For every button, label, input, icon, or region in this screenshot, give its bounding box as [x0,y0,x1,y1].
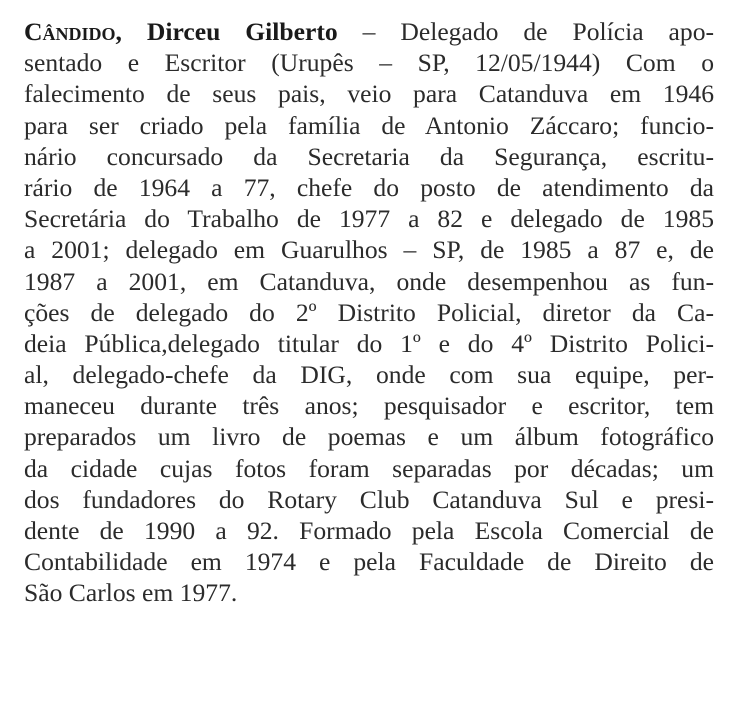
entry-line: dente de 1990 a 92. Formado pela Escola Comercial de [24,516,714,545]
entry-line [24,16,714,47]
entry-line: da cidade cujas fotos foram separadas por décadas; um [24,453,714,483]
entry-line: dos fundadores do Rotary Club Catanduva Sul e presi- [24,484,714,514]
entry-line: 1987 a 2001, em Catanduva, onde desempenhou as fun- [24,266,714,296]
entry-line: São Carlos em 1977. [24,578,238,608]
entry-line: maneceu durante três anos; pesquisador e escritor, tem [24,391,714,421]
entry-line-text: – Delegado de Polícia apo- [337,17,715,46]
entry-name: Cândido, Dirceu Gilberto [24,17,338,46]
entry-line: preparados um livro de poemas e um álbum fotográfico [24,422,714,452]
entry-line: deia Pública,delegado titular do 1º e do 4º Distrito Polici- [24,328,714,358]
entry-line: Contabilidade em 1974 e pela Faculdade de Direito de [24,547,714,577]
entry-line: a 2001; delegado em Guarulhos – SP, de 1985 a 87 e, de [24,235,714,265]
biographical-entry [24,16,714,609]
entry-line: Secretária do Trabalho de 1977 a 82 e delegado de 1985 [24,204,714,234]
entry-line: rário de 1964 a 77, chefe do posto de atendimento da [24,172,714,202]
entry-line: para ser criado pela família de Antonio Záccaro; funcio- [24,110,714,140]
entry-given-names: Dirceu Gilberto [146,17,338,46]
entry-line: ções de delegado do 2º Distrito Policial, diretor da Ca- [24,297,714,327]
entry-line: nário concursado da Secretaria da Segurança, escritu- [24,141,714,171]
entry-line: sentado e Escritor (Urupês – SP, 12/05/1944) Com o [24,48,714,78]
entry-line: al, delegado-chefe da DIG, onde com sua equipe, per- [24,360,714,390]
entry-line: falecimento de seus pais, veio para Catanduva em 1946 [24,79,714,109]
entry-surname: Cândido [24,17,116,46]
